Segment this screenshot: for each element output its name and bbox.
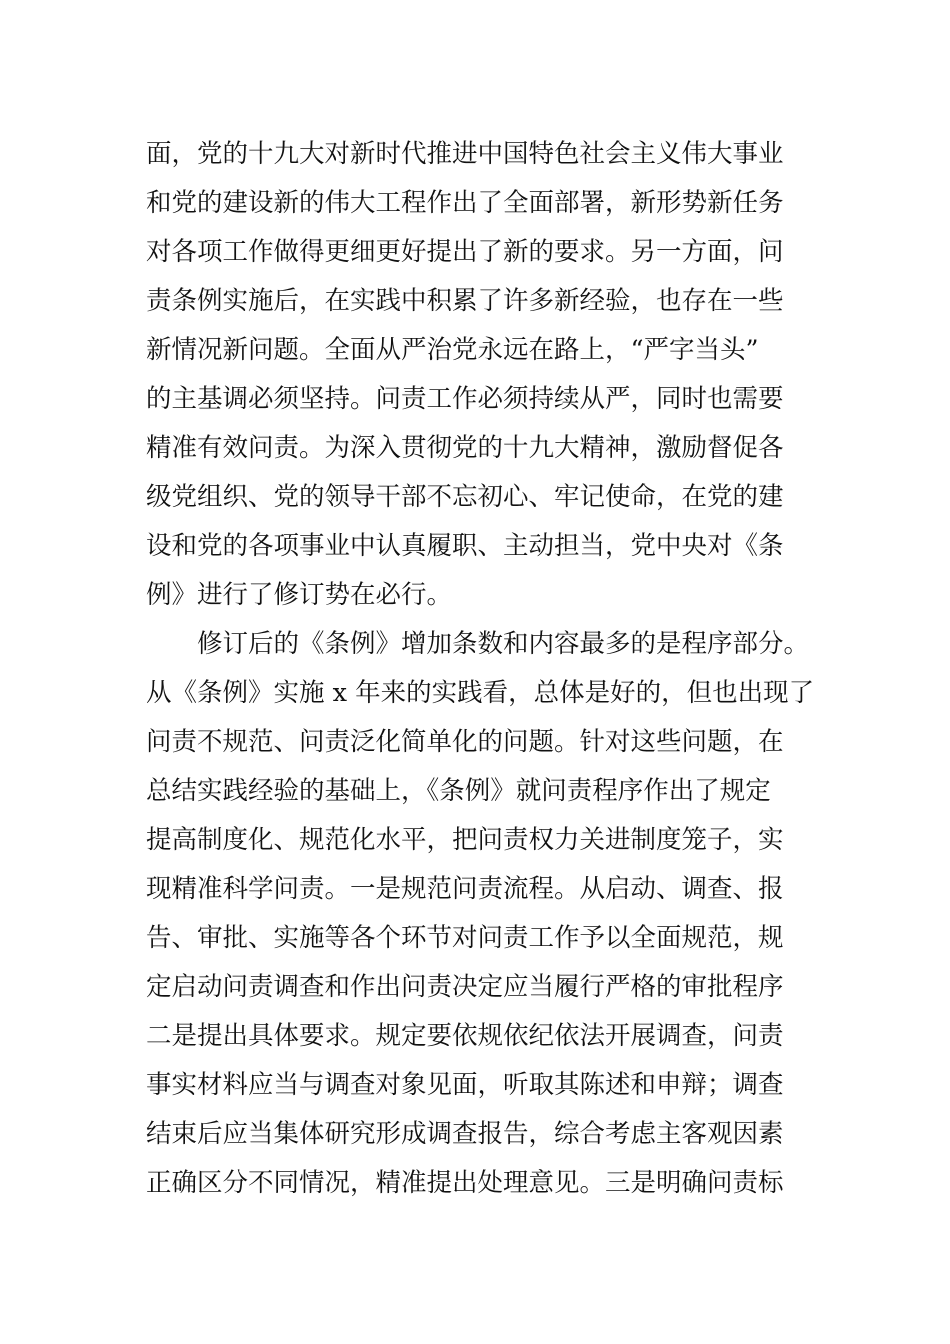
text-line: 和党的建设新的伟大工程作出了全面部署，新形势新任务 — [146, 188, 784, 218]
text-line: 新情况新问题。全面从严治党永远在路上，“严字当头” — [146, 335, 759, 365]
text-line: 总结实践经验的基础上，《条例》就问责程序作出了规定 — [146, 776, 771, 806]
text-line: 从《条例》实施 x 年来的实践看，总体是好的，但也出现了 — [146, 678, 815, 708]
text-line: 例》进行了修订势在必行。 — [146, 580, 453, 610]
text-line: 责条例实施后，在实践中积累了许多新经验，也存在一些 — [146, 286, 784, 316]
body-text — [146, 130, 846, 1208]
text-line: 现精准科学问责。一是规范问责流程。从启动、调查、报 — [146, 874, 784, 904]
text-line: 结束后应当集体研究形成调查报告，综合考虑主客观因素 — [146, 1119, 784, 1149]
text-line: 正确区分不同情况，精准提出处理意见。三是明确问责标 — [146, 1168, 784, 1198]
text-line: 级党组织、党的领导干部不忘初心、牢记使命，在党的建 — [146, 482, 784, 512]
text-line: 的主基调必须坚持。问责工作必须持续从严，同时也需要 — [146, 384, 784, 414]
text-line: 精准有效问责。为深入贯彻党的十九大精神，激励督促各 — [146, 433, 784, 463]
text-line: 提高制度化、规范化水平，把问责权力关进制度笼子，实 — [146, 825, 784, 855]
text-line: 告、审批、实施等各个环节对问责工作予以全面规范，规 — [146, 923, 784, 953]
paragraph-start-line: 修订后的《条例》增加条数和内容最多的是程序部分。 — [197, 629, 810, 659]
text-line: 事实材料应当与调查对象见面，听取其陈述和申辩；调查 — [146, 1070, 784, 1100]
text-line: 设和党的各项事业中认真履职、主动担当，党中央对《条 — [146, 531, 784, 561]
text-line: 对各项工作做得更细更好提出了新的要求。另一方面，问 — [146, 237, 784, 267]
text-line: 问责不规范、问责泛化简单化的问题。针对这些问题，在 — [146, 727, 784, 757]
text-line: 定启动问责调查和作出问责决定应当履行严格的审批程序 — [146, 972, 784, 1002]
text-line: 二是提出具体要求。规定要依规依纪依法开展调查，问责 — [146, 1021, 784, 1051]
text-line: 面，党的十九大对新时代推进中国特色社会主义伟大事业 — [146, 139, 784, 169]
